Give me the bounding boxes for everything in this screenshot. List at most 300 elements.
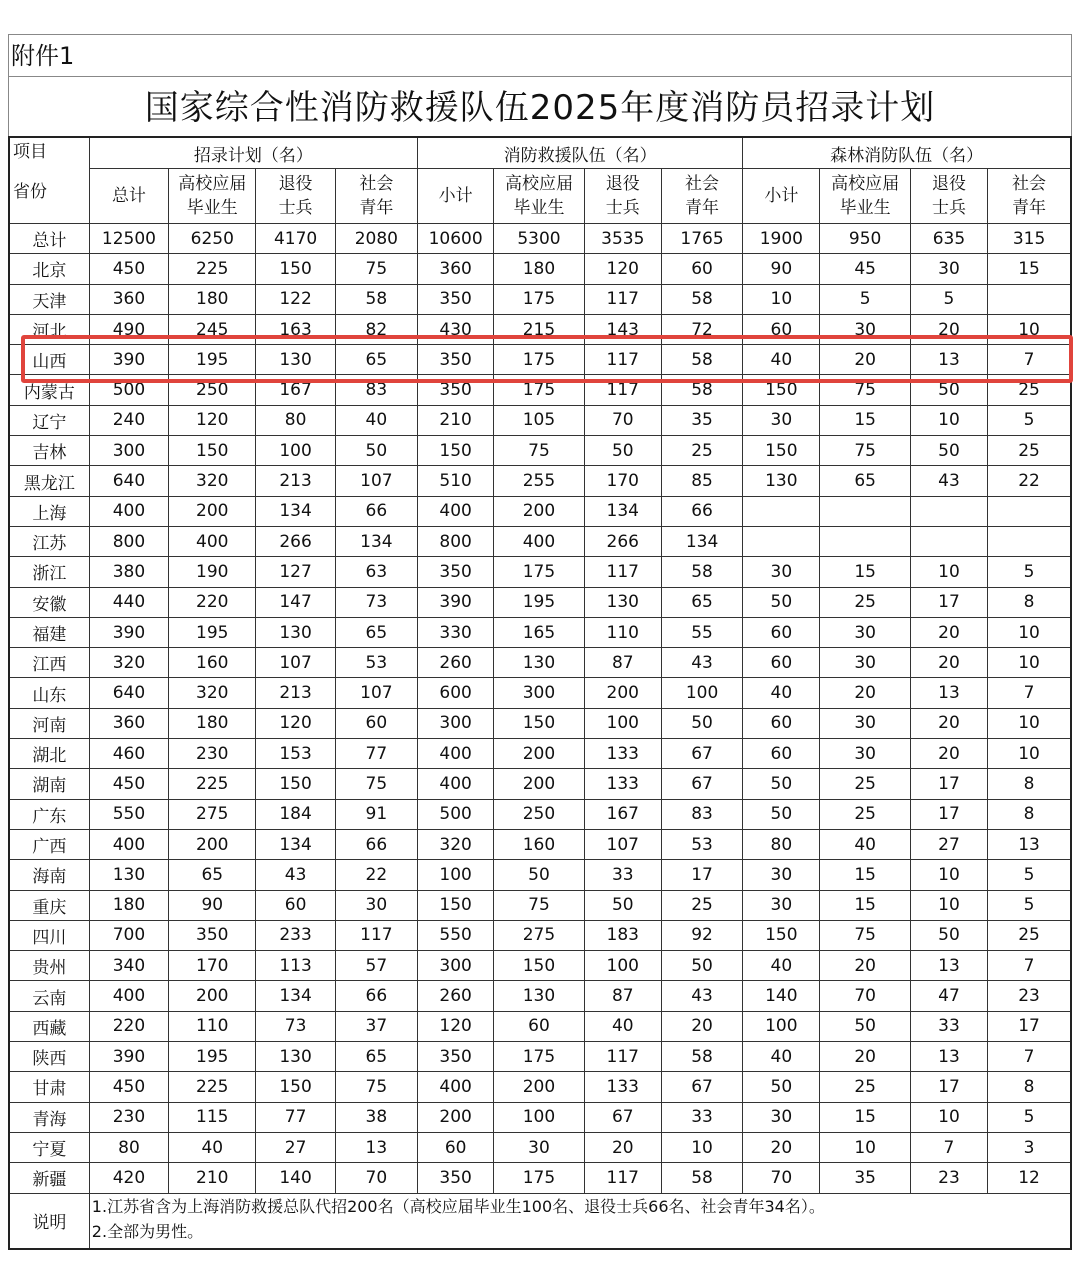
value-cell: 275	[169, 799, 256, 829]
value-cell: 40	[743, 951, 820, 981]
value-cell: 77	[256, 1102, 335, 1132]
value-cell: 275	[494, 920, 584, 950]
subcolumn-header-line: 青年	[359, 198, 394, 218]
value-cell: 53	[661, 829, 742, 859]
table-row	[9, 739, 1071, 769]
value-cell: 510	[418, 466, 494, 496]
value-cell: 58	[335, 284, 417, 314]
value-cell: 400	[494, 526, 584, 556]
value-cell: 300	[494, 678, 584, 708]
value-cell: 225	[169, 1072, 256, 1102]
value-cell	[910, 496, 987, 526]
value-cell: 7	[988, 1042, 1071, 1072]
province-cell: 宁夏	[9, 1132, 89, 1162]
subcolumn-header	[910, 169, 987, 224]
value-cell: 83	[335, 375, 417, 405]
value-cell: 175	[494, 284, 584, 314]
value-cell: 180	[89, 890, 168, 920]
value-cell: 300	[418, 708, 494, 738]
value-cell: 65	[820, 466, 910, 496]
value-cell	[820, 496, 910, 526]
subcolumn-header-line: 社会	[685, 174, 720, 194]
subcolumn-header-line: 总计	[111, 186, 146, 206]
value-cell: 10	[661, 1132, 742, 1162]
value-cell: 15	[820, 1102, 910, 1132]
value-cell: 60	[418, 1132, 494, 1162]
value-cell: 130	[494, 648, 584, 678]
subcolumn-header-line: 士兵	[605, 198, 640, 218]
value-cell: 25	[820, 1072, 910, 1102]
value-cell: 25	[661, 436, 742, 466]
value-cell: 320	[169, 466, 256, 496]
value-cell: 50	[820, 1011, 910, 1041]
value-cell: 72	[661, 314, 742, 344]
subcolumn-header-line: 士兵	[931, 198, 966, 218]
value-cell: 105	[494, 405, 584, 435]
value-cell: 10	[988, 617, 1071, 647]
value-cell: 13	[988, 829, 1071, 859]
subcolumn-header-line: 高校应届	[831, 174, 900, 194]
value-cell: 160	[169, 648, 256, 678]
value-cell: 13	[910, 345, 987, 375]
value-cell: 184	[256, 799, 335, 829]
value-cell: 43	[910, 466, 987, 496]
value-cell: 195	[169, 345, 256, 375]
value-cell: 60	[335, 708, 417, 738]
value-cell: 150	[256, 254, 335, 284]
value-cell: 66	[661, 496, 742, 526]
value-cell: 117	[584, 1163, 661, 1193]
subcolumn-header-line: 毕业生	[186, 198, 238, 218]
subcolumn-header-line: 社会	[359, 174, 394, 194]
value-cell: 75	[494, 436, 584, 466]
value-cell: 50	[743, 587, 820, 617]
province-cell: 山东	[9, 678, 89, 708]
value-cell: 30	[820, 708, 910, 738]
value-cell: 15	[820, 557, 910, 587]
value-cell: 30	[335, 890, 417, 920]
value-cell: 8	[988, 1072, 1071, 1102]
table-row	[9, 1163, 1071, 1193]
value-cell: 70	[584, 405, 661, 435]
table-row	[9, 678, 1071, 708]
document-sheet	[8, 34, 1072, 1250]
table-row	[9, 890, 1071, 920]
value-cell: 66	[335, 496, 417, 526]
table-row	[9, 345, 1071, 375]
value-cell: 133	[584, 1072, 661, 1102]
value-cell: 200	[169, 981, 256, 1011]
table-row	[9, 224, 1071, 254]
province-cell: 吉林	[9, 436, 89, 466]
value-cell: 170	[584, 466, 661, 496]
value-cell: 450	[89, 1072, 168, 1102]
table-row	[9, 981, 1071, 1011]
table-row	[9, 769, 1071, 799]
subcolumn-header	[418, 169, 494, 224]
table-row	[9, 405, 1071, 435]
value-cell: 87	[584, 981, 661, 1011]
value-cell: 5	[988, 405, 1071, 435]
value-cell: 215	[494, 314, 584, 344]
value-cell: 17	[661, 860, 742, 890]
value-cell: 15	[820, 890, 910, 920]
value-cell: 40	[335, 405, 417, 435]
value-cell: 20	[584, 1132, 661, 1162]
value-cell: 130	[743, 466, 820, 496]
value-cell: 43	[256, 860, 335, 890]
province-cell: 青海	[9, 1102, 89, 1132]
value-cell: 67	[661, 769, 742, 799]
value-cell: 360	[418, 254, 494, 284]
subcolumn-header	[256, 169, 335, 224]
value-cell: 77	[335, 739, 417, 769]
value-cell: 107	[335, 466, 417, 496]
value-cell: 100	[584, 951, 661, 981]
value-cell: 115	[169, 1102, 256, 1132]
value-cell: 50	[584, 890, 661, 920]
value-cell: 13	[910, 951, 987, 981]
value-cell: 25	[988, 920, 1071, 950]
value-cell: 350	[418, 1163, 494, 1193]
value-cell: 70	[335, 1163, 417, 1193]
value-cell: 23	[910, 1163, 987, 1193]
value-cell: 50	[910, 920, 987, 950]
value-cell: 390	[89, 617, 168, 647]
province-cell: 湖北	[9, 739, 89, 769]
value-cell	[743, 496, 820, 526]
province-cell: 安徽	[9, 587, 89, 617]
province-cell: 云南	[9, 981, 89, 1011]
value-cell: 350	[418, 284, 494, 314]
table-row	[9, 708, 1071, 738]
value-cell: 10	[988, 648, 1071, 678]
value-cell: 75	[820, 920, 910, 950]
value-cell: 147	[256, 587, 335, 617]
value-cell: 195	[494, 587, 584, 617]
value-cell: 500	[418, 799, 494, 829]
value-cell: 330	[418, 617, 494, 647]
value-cell: 107	[256, 648, 335, 678]
table-row	[9, 617, 1071, 647]
value-cell: 400	[169, 526, 256, 556]
table-row	[9, 920, 1071, 950]
value-cell: 175	[494, 375, 584, 405]
value-cell	[988, 496, 1071, 526]
value-cell: 92	[661, 920, 742, 950]
province-cell: 陕西	[9, 1042, 89, 1072]
value-cell: 17	[910, 1072, 987, 1102]
province-cell: 河南	[9, 708, 89, 738]
value-cell: 175	[494, 1042, 584, 1072]
value-cell: 90	[743, 254, 820, 284]
value-cell: 390	[89, 1042, 168, 1072]
value-cell: 75	[820, 436, 910, 466]
value-cell: 950	[820, 224, 910, 254]
value-cell: 170	[169, 951, 256, 981]
province-cell: 贵州	[9, 951, 89, 981]
value-cell: 190	[169, 557, 256, 587]
province-cell: 福建	[9, 617, 89, 647]
value-cell: 35	[820, 1163, 910, 1193]
value-cell: 200	[584, 678, 661, 708]
value-cell: 90	[169, 890, 256, 920]
value-cell: 134	[256, 496, 335, 526]
value-cell: 60	[256, 890, 335, 920]
value-cell: 17	[910, 769, 987, 799]
value-cell: 60	[743, 314, 820, 344]
value-cell: 65	[661, 587, 742, 617]
value-cell: 20	[820, 1042, 910, 1072]
province-cell: 黑龙江	[9, 466, 89, 496]
value-cell: 230	[169, 739, 256, 769]
value-cell: 120	[169, 405, 256, 435]
value-cell: 450	[89, 254, 168, 284]
value-cell: 430	[418, 314, 494, 344]
value-cell: 175	[494, 557, 584, 587]
table-row	[9, 526, 1071, 556]
value-cell: 8	[988, 587, 1071, 617]
value-cell: 134	[256, 829, 335, 859]
province-cell: 甘肃	[9, 1072, 89, 1102]
value-cell: 195	[169, 617, 256, 647]
value-cell: 30	[820, 648, 910, 678]
value-cell	[820, 526, 910, 556]
value-cell: 110	[169, 1011, 256, 1041]
value-cell: 420	[89, 1163, 168, 1193]
value-cell: 60	[494, 1011, 584, 1041]
value-cell: 400	[418, 1072, 494, 1102]
value-cell: 150	[743, 375, 820, 405]
value-cell: 25	[988, 375, 1071, 405]
table-row	[9, 1042, 1071, 1072]
value-cell: 40	[743, 678, 820, 708]
value-cell: 400	[89, 829, 168, 859]
header-group-row	[9, 137, 1071, 169]
value-cell: 230	[89, 1102, 168, 1132]
value-cell: 153	[256, 739, 335, 769]
value-cell: 255	[494, 466, 584, 496]
value-cell: 47	[910, 981, 987, 1011]
province-cell: 海南	[9, 860, 89, 890]
value-cell: 350	[418, 345, 494, 375]
value-cell: 50	[661, 951, 742, 981]
value-cell: 55	[661, 617, 742, 647]
value-cell: 100	[256, 436, 335, 466]
value-cell: 25	[661, 890, 742, 920]
value-cell: 140	[743, 981, 820, 1011]
header-corner	[9, 137, 89, 224]
value-cell: 213	[256, 466, 335, 496]
value-cell: 22	[988, 466, 1071, 496]
subcolumn-header-line: 社会	[1012, 174, 1047, 194]
value-cell: 134	[661, 526, 742, 556]
value-cell: 58	[661, 375, 742, 405]
value-cell: 20	[820, 678, 910, 708]
value-cell: 10	[988, 708, 1071, 738]
value-cell: 5	[988, 860, 1071, 890]
value-cell: 233	[256, 920, 335, 950]
notes-content	[89, 1193, 1071, 1249]
table-row	[9, 557, 1071, 587]
value-cell: 150	[418, 890, 494, 920]
value-cell: 130	[256, 617, 335, 647]
note-line: 1.江苏省含为上海消防救援总队代招200名（高校应届毕业生100名、退役士兵66名、社会青年34名）。	[91, 1196, 825, 1216]
value-cell: 87	[584, 648, 661, 678]
value-cell: 53	[335, 648, 417, 678]
value-cell: 450	[89, 769, 168, 799]
value-cell: 266	[584, 526, 661, 556]
value-cell: 180	[169, 284, 256, 314]
value-cell: 60	[661, 254, 742, 284]
table-row	[9, 466, 1071, 496]
table-row	[9, 799, 1071, 829]
value-cell: 250	[494, 799, 584, 829]
value-cell: 134	[256, 981, 335, 1011]
value-cell: 60	[743, 617, 820, 647]
value-cell: 640	[89, 466, 168, 496]
value-cell: 33	[910, 1011, 987, 1041]
table-row	[9, 496, 1071, 526]
province-cell: 西藏	[9, 1011, 89, 1041]
value-cell: 73	[335, 587, 417, 617]
subcolumn-header-line: 高校应届	[504, 174, 573, 194]
value-cell: 140	[256, 1163, 335, 1193]
value-cell: 200	[494, 1072, 584, 1102]
subcolumn-header-line: 小计	[764, 186, 799, 206]
value-cell: 27	[910, 829, 987, 859]
value-cell: 130	[89, 860, 168, 890]
value-cell: 400	[89, 496, 168, 526]
value-cell: 320	[169, 678, 256, 708]
value-cell: 350	[418, 1042, 494, 1072]
value-cell: 150	[494, 951, 584, 981]
value-cell: 67	[661, 1072, 742, 1102]
value-cell: 183	[584, 920, 661, 950]
value-cell: 67	[584, 1102, 661, 1132]
value-cell: 130	[256, 345, 335, 375]
value-cell: 350	[418, 557, 494, 587]
value-cell: 225	[169, 769, 256, 799]
value-cell: 50	[910, 375, 987, 405]
table-row	[9, 314, 1071, 344]
value-cell: 50	[743, 799, 820, 829]
value-cell: 130	[494, 981, 584, 1011]
value-cell: 120	[256, 708, 335, 738]
group-header-forest-fire: 森林消防队伍（名）	[743, 137, 1071, 169]
value-cell: 60	[743, 648, 820, 678]
value-cell: 635	[910, 224, 987, 254]
value-cell: 210	[418, 405, 494, 435]
value-cell: 150	[743, 436, 820, 466]
value-cell: 35	[661, 405, 742, 435]
value-cell: 40	[169, 1132, 256, 1162]
header-subcolumn-row	[9, 169, 1071, 224]
value-cell: 107	[584, 829, 661, 859]
value-cell: 66	[335, 981, 417, 1011]
subcolumn-header	[584, 169, 661, 224]
value-cell: 1765	[661, 224, 742, 254]
province-cell: 新疆	[9, 1163, 89, 1193]
value-cell: 133	[584, 739, 661, 769]
value-cell: 200	[169, 496, 256, 526]
value-cell: 213	[256, 678, 335, 708]
value-cell: 1900	[743, 224, 820, 254]
value-cell: 122	[256, 284, 335, 314]
subcolumn-header	[89, 169, 168, 224]
value-cell: 127	[256, 557, 335, 587]
value-cell: 50	[910, 436, 987, 466]
value-cell: 400	[418, 769, 494, 799]
value-cell: 58	[661, 284, 742, 314]
value-cell	[988, 284, 1071, 314]
value-cell: 800	[418, 526, 494, 556]
attachment-label: 附件1	[8, 34, 1072, 76]
value-cell: 27	[256, 1132, 335, 1162]
province-cell: 浙江	[9, 557, 89, 587]
value-cell: 63	[335, 557, 417, 587]
value-cell: 340	[89, 951, 168, 981]
subcolumn-header	[335, 169, 417, 224]
value-cell: 15	[820, 860, 910, 890]
table-row	[9, 375, 1071, 405]
value-cell: 65	[169, 860, 256, 890]
province-cell: 重庆	[9, 890, 89, 920]
value-cell: 175	[494, 1163, 584, 1193]
value-cell: 10	[910, 860, 987, 890]
value-cell: 12	[988, 1163, 1071, 1193]
province-cell: 江苏	[9, 526, 89, 556]
group-header-fire-rescue: 消防救援队伍（名）	[418, 137, 743, 169]
table-row	[9, 1011, 1071, 1041]
value-cell: 15	[820, 405, 910, 435]
value-cell: 100	[661, 678, 742, 708]
value-cell: 30	[910, 254, 987, 284]
value-cell: 150	[743, 920, 820, 950]
notes-label: 说明	[9, 1193, 89, 1249]
value-cell: 200	[418, 1102, 494, 1132]
value-cell: 240	[89, 405, 168, 435]
subcolumn-header-line: 退役	[278, 174, 313, 194]
value-cell: 22	[335, 860, 417, 890]
value-cell: 57	[335, 951, 417, 981]
table-row	[9, 648, 1071, 678]
value-cell: 50	[743, 1072, 820, 1102]
province-cell: 总计	[9, 224, 89, 254]
value-cell: 134	[335, 526, 417, 556]
value-cell: 390	[418, 587, 494, 617]
value-cell: 75	[820, 375, 910, 405]
value-cell: 30	[820, 617, 910, 647]
value-cell: 195	[169, 1042, 256, 1072]
value-cell: 10	[910, 1102, 987, 1132]
value-cell: 23	[988, 981, 1071, 1011]
value-cell: 200	[494, 739, 584, 769]
value-cell: 66	[335, 829, 417, 859]
value-cell: 100	[418, 860, 494, 890]
value-cell: 50	[743, 769, 820, 799]
value-cell: 58	[661, 345, 742, 375]
value-cell: 25	[820, 587, 910, 617]
value-cell: 50	[335, 436, 417, 466]
value-cell: 400	[418, 496, 494, 526]
value-cell: 117	[584, 284, 661, 314]
value-cell: 80	[89, 1132, 168, 1162]
table-body	[9, 137, 1071, 1249]
value-cell: 600	[418, 678, 494, 708]
value-cell: 60	[743, 739, 820, 769]
value-cell: 320	[89, 648, 168, 678]
